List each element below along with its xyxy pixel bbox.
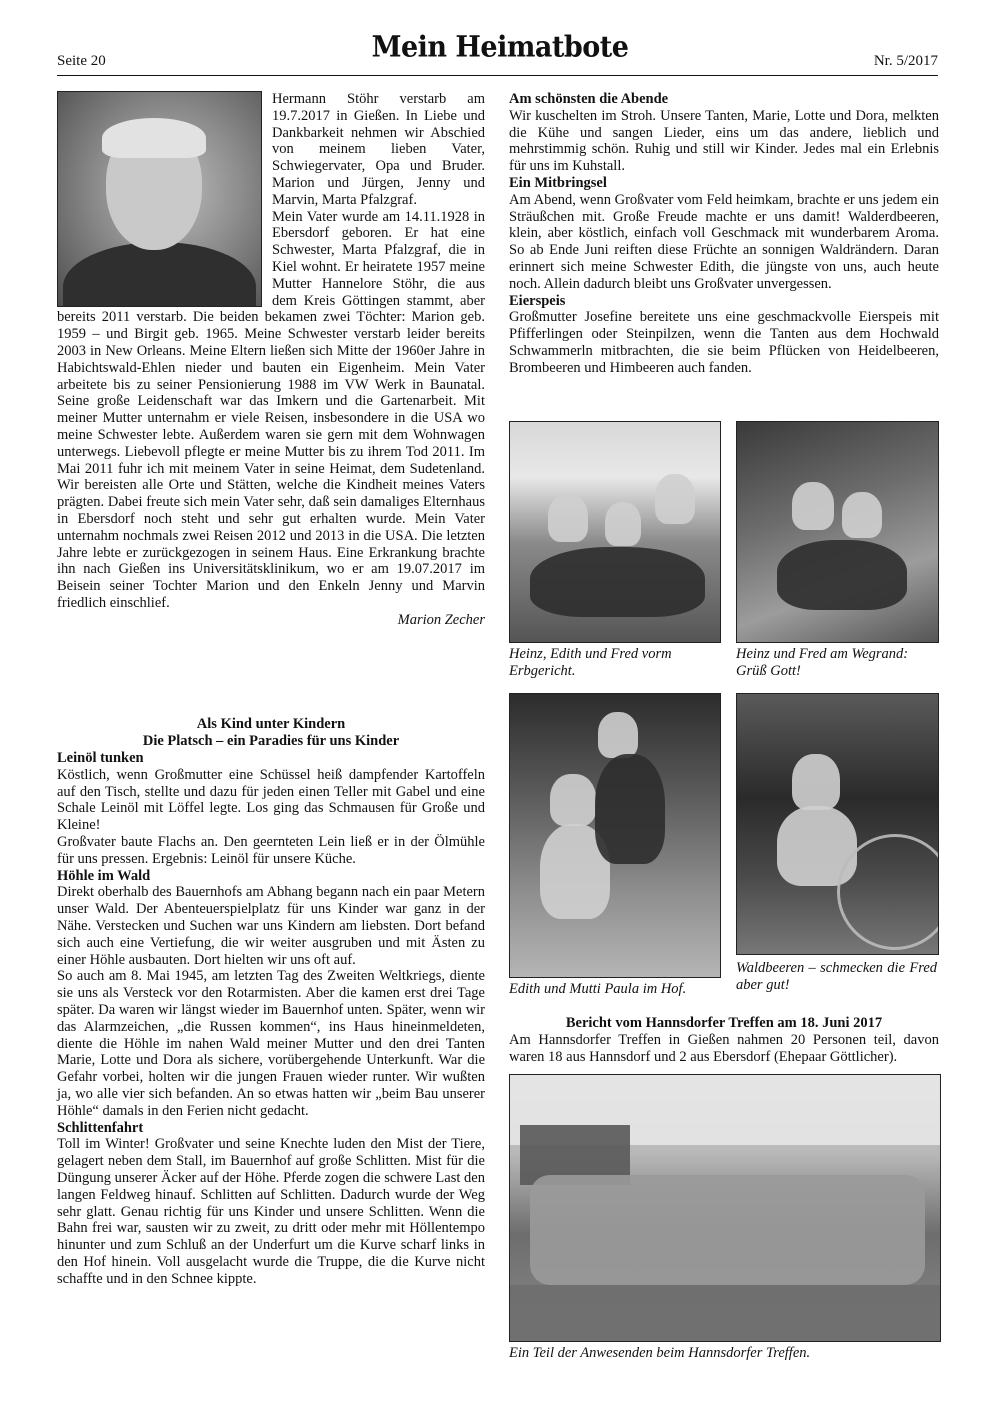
section-paragraph: Großvater baute Flachs an. Den geernteten Lein ließ er in der Ölmühle für uns pressen. Ergebnis: Leinöl für unsere Küche. bbox=[57, 833, 485, 867]
group-of-people bbox=[530, 1175, 925, 1285]
obituary-body: Mein Vater wurde am 14.11.1928 in Ebersdorf geboren. Er hat eine Schwester, Marta Pfalzgraf, die in Kiel wohnt. Er heiratete 1957 meine Mutter Hannelore Stöhr, die aus dem Kreis Göttingen stammt, aber bereits 2011 verstarb. Die beiden bekamen zwei Töchter: Marion geb. 1959 – und Birgit geb. 1965. Meine Schwester verstarb leider bereits 2003 in New Orleans. Meine Eltern ließen sich Mitte der 1960er Jahre in Habichtswald-Ehlen nieder und bauten ein Eigenheim. Mein Vater arbeitete bis zu seiner Pensionierung 1988 im VW Werk in Baunatal. Seine große Leidenschaft war das Imkern und die Gartenarbeit. Mit meiner Mutter unternahm er viele Reisen, insbesondere in die USA wo meine Schwester lebte. Außerdem waren sie gern mit dem Wohnwagen unterwegs. Liebevoll pflegte er meine Mutter bis zu ihrem Tod 2011. Im Mai 2011 fuhr ich mit meinem Vater in seine Heimat, dem Sudetenland. Wir bereisten alle Orte und Stätten, welche die Kindheit meines Vaters prägten. Dabei freute sich mein Vater sehr, daß sein damaliges Elternhaus in Ebersdorf noch steht und sehr gut erhalten wurde. Mein Vater unternahm nochmals zwei Reisen 2012 und 2013 in die USA. Die letzten Jahre lebte er zurückgezogen in seinem Haus. Eine Erkrankung brachte ihn nach Gießen ins Universitätsklinikum, wo er am 19.07.2017 im Beisein seiner Tochter Marion und den Enkeln Jenny und Marvin friedlich einschlief. bbox=[57, 208, 485, 611]
caption-photo-2: Heinz und Fred am Wegrand: Grüß Gott! bbox=[736, 646, 909, 679]
photo-group-meeting bbox=[509, 1074, 941, 1342]
section-heading-leinoel: Leinöl tunken bbox=[57, 750, 144, 766]
childhood-article bbox=[57, 716, 485, 1288]
section-paragraph: Großmutter Josefine bereitete uns eine geschmackvolle Eierspeis mit Pfifferlingen oder Steinpilzen, wenn die Tanten aus dem Hochwald Schwammerln mitbrachten, die sie beim Pflücken von Heidelbeeren, Brombeeren und Himbeeren auch fanden. bbox=[509, 309, 939, 376]
page-number: Seite 20 bbox=[57, 53, 106, 69]
photo-edith-and-mother bbox=[509, 693, 721, 978]
report-title: Bericht vom Hannsdorfer Treffen am 18. Juni 2017 bbox=[565, 1015, 883, 1031]
bicycle-wheel bbox=[837, 834, 939, 950]
section-paragraph: Wir kuschelten im Stroh. Unsere Tanten, Marie, Lotte und Dora, melkten die Kühe und sangen Lieder, eins um das andere, lieblich und mehrstimmig schön. Ruhig und still wir Kinder. Jedes mal ein Erlebnis für uns im Kuhstall. bbox=[509, 107, 939, 175]
pavement bbox=[510, 1285, 940, 1341]
section-heading-mitbringsel: Ein Mitbringsel bbox=[509, 174, 607, 191]
section-heading-schlittenfahrt: Schlittenfahrt bbox=[57, 1119, 144, 1136]
section-paragraph: Direkt oberhalb des Bauernhofs am Abhang begann nach ein paar Metern unser Wald. Der Abenteuerspielplatz für uns Kinder war ganz in der Nähe. Verstecken und Suchen war uns Kindern am liebsten. Dort befand sich auch eine Vertiefung, die wir weiter ausgruben und mit Ästen zu einer Höhle ausbauten. Dort hielten wir uns oft auf. bbox=[57, 884, 485, 968]
child-head bbox=[548, 494, 588, 542]
children-bodies bbox=[530, 547, 705, 617]
masthead-logo: Mein Heimatbote bbox=[371, 30, 629, 65]
child-head bbox=[792, 754, 840, 810]
obituary-intro: Hermann Stöhr verstarb am 19.7.2017 in Gießen. In Liebe und Dankbarkeit nehmen wir Abschied von meinem lieben Vater, Schwiegervater, Opa und Bruder. Marion und Jürgen, Jenny und Marvin, Marta Pfalzgraf. bbox=[272, 91, 485, 208]
article-subtitle: Die Platsch – ein Paradies für uns Kinder bbox=[142, 733, 400, 749]
child-head bbox=[550, 774, 596, 826]
header-divider bbox=[57, 75, 938, 76]
obituary-article bbox=[57, 91, 485, 629]
obituary-author: Marion Zecher bbox=[397, 611, 485, 628]
photo-boys-wayside bbox=[736, 421, 939, 643]
photo-fred-bicycle bbox=[736, 693, 939, 955]
section-heading-hoehle: Höhle im Wald bbox=[57, 867, 151, 884]
section-paragraph: Toll im Winter! Großvater und seine Knechte luden den Mist der Tiere, gelagert neben dem Stall, im Bauernhof auf große Schlitten. Mist für die Düngung unserer Äcker auf der Höhe. Pferde zogen die schwere Last den langen Feldweg hinauf. Schlitten auf Schlitten. Dadurch wurde der Weg sehr glatt. Genau richtig für uns Kinder und unsere Schlitten. Wenn die Bahn frei war, sausten wir zu zweit, zu dritt oder mehr mit Höllentempo hinunter und zum Schluß an der Underfurt um die Kurve scharf links in den Hof hinein. Voll ausgelacht wurde die Truppe, die die Kurve nicht schaffte und in den Schnee kippte. bbox=[57, 1136, 485, 1287]
caption-photo-1: Heinz, Edith und Fred vorm Erbgericht. bbox=[509, 646, 672, 679]
child-head bbox=[792, 482, 834, 530]
portrait-photo bbox=[57, 91, 262, 307]
photo-children-bench bbox=[509, 421, 721, 643]
section-paragraph: Köstlich, wenn Großmutter eine Schüssel heiß dampfender Kartoffeln auf den Tisch, stellte und dazu für jeden einen Teller mit Gabel und eine Schale Leinöl mit Löffel legte. Los ging das Schmausen für Große und Kleine! bbox=[57, 766, 485, 834]
report-text: Am Hannsdorfer Treffen in Gießen nahmen 20 Personen teil, davon waren 18 aus Hannsdorf und 2 aus Ebersdorf (Ehepaar Göttlicher). bbox=[509, 1032, 939, 1065]
mother-body bbox=[595, 754, 665, 864]
caption-photo-3: Edith und Mutti Paula im Hof. bbox=[509, 981, 687, 997]
issue-number: Nr. 5/2017 bbox=[873, 53, 938, 69]
article-title: Als Kind unter Kindern bbox=[196, 716, 346, 732]
right-column-text bbox=[509, 91, 939, 377]
caption-photo-5: Ein Teil der Anwesenden beim Hannsdorfer Treffen. bbox=[509, 1345, 811, 1361]
child-head bbox=[605, 502, 641, 546]
section-paragraph: So auch am 8. Mai 1945, am letzten Tag des Zweiten Weltkriegs, diente sie uns als Versteck vor den Rotarmisten. Aber die kamen erst drei Tage später. Da waren wir längst wieder im Bauernhof unten. Später, wenn wir das Alarmzeichen, „die Russen kommen“, ins Haus hineinmeldeten, diente die Höhle im nahen Wald meiner Mutter und den drei Tanten Marie, Lotte und Dora als sichere, vorübergehende Unterkunft. War die Gefahr vorbei, holten wir die jungen Frauen wieder runter. Wir wußten ja, wo alle vier sich befanden. An so etwas hatten wir „beim Bau unserer Höhle“ damals in den Ferien nicht gedacht. bbox=[57, 968, 485, 1119]
child-head bbox=[842, 492, 882, 538]
meeting-report bbox=[509, 1015, 939, 1066]
portrait-shoulders bbox=[63, 242, 256, 307]
section-heading-eierspeis: Eierspeis bbox=[509, 292, 566, 309]
section-heading-abende: Am schönsten die Abende bbox=[509, 91, 669, 107]
portrait-hair bbox=[102, 118, 206, 158]
section-paragraph: Am Abend, wenn Großvater vom Feld heimkam, brachte er uns jedem ein Sträußchen mit. Große Freude machte er uns damit! Walderdbeeren, klein, aber köstlich, einfach voll Geschmack mit wunderbarem Aroma. So ab Ende Juni reiften diese Früchte an sonnigen Waldrändern. Daran erinnert sich meine Schwester Edith, die jüngste von uns, auch heute noch. Allein dadurch bleibt uns Großvater unvergessen. bbox=[509, 191, 939, 292]
child-head bbox=[655, 474, 695, 524]
caption-photo-4: Waldbeeren – schmecken die Fred aber gut! bbox=[736, 960, 937, 993]
mother-head bbox=[598, 712, 638, 758]
children-coats bbox=[777, 540, 907, 610]
